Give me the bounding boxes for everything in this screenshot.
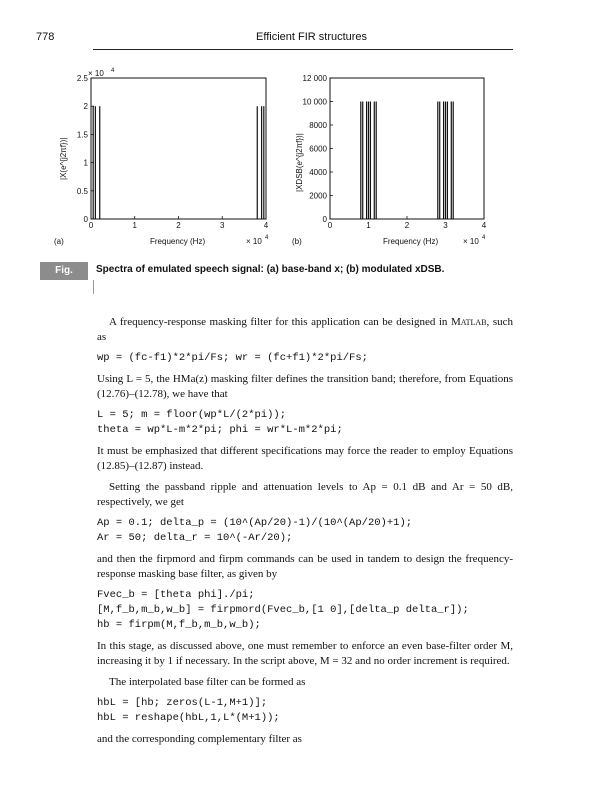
panel-b-xlabel: Frequency (Hz) [383,237,439,246]
x-tick-label-b: 0 [327,221,333,230]
figure-caption: Spectra of emulated speech signal: (a) base-band x; (b) modulated xDSB. [96,264,445,275]
y-tick-label-b: 6000 [309,144,327,154]
x-tick-label-a: 0 [88,221,94,230]
paragraph-7: The interpolated base filter can be formed as [109,676,306,688]
x-tick-label-b: 4 [481,221,487,230]
code-block-1: wp = (fc-f1)*2*pi/Fs; wr = (fc+f1)*2*pi/Fs; [97,352,368,364]
running-title: Efficient FIR structures [256,31,368,43]
panel-b-ylabel: |XDSB(e^{j2πf})| [295,133,304,192]
code-block-4: Fvec_b = [theta phi]./pi; [M,f_b,m_b,w_b] = firpmord(Fvec_b,[1 0],[delta_p delta_r]); hb = firpm(M,f_b,m_b,w_b); [97,589,469,631]
panel-b-xmult: × 10 [463,237,479,246]
panel-a-ymult: × 10 [88,69,104,78]
x-tick-label-b: 2 [404,221,410,230]
paragraph-1-text: A frequency-response masking filter for this application can be designed in [109,316,448,328]
y-tick-label-b: 4000 [309,168,327,177]
y-tick-label-b: 12 000 [302,74,327,83]
y-tick-label-b: 8000 [309,121,327,130]
panel-a-ylabel: |X(e^{j2πf})| [59,137,68,180]
y-tick-label-a: 0.5 [76,186,88,196]
paragraph-1-tail: , such as [97,316,514,343]
paragraph-4: Setting the passband ripple and attenuation levels to Ap = 0.1 dB and Ar = 50 dB, respectively, we get [97,481,513,508]
panel-a-xmult: × 10 [246,237,262,246]
caption-divider [93,280,94,294]
x-tick-label-b: 3 [443,221,448,230]
panel-a-xexp: 4 [265,235,269,241]
y-tick-label-a: 0 [83,215,88,224]
x-tick-label-a: 1 [132,221,137,230]
panel-b-frame [330,78,484,219]
panel-a-frame [91,78,266,219]
paragraph-1 [97,315,513,345]
y-tick-label-a: 1.5 [76,130,88,140]
panel-a-tag: (a) [54,237,64,246]
panel-b-xexp: 4 [482,235,486,241]
figure-12-26 [0,60,608,260]
figure-caption-row [40,262,510,294]
code-block-5: hbL = [hb; zeros(L-1,M+1)]; hbL = reshape(hbL,1,L*(M+1)); [97,697,280,724]
x-tick-label-b: 1 [366,221,371,230]
matlab-term: Matlab [450,316,487,328]
paragraph-5: and then the firpmord and firpm commands can be used in tandem to design the frequency-response masking base filter, as given by [97,553,513,580]
paragraph-6: In this stage, as discussed above, one must remember to enforce an even base-filter order M, increasing it by 1 if necessary. In the script above, M = 32 and no order increment is required. [97,640,513,667]
panel-b [292,74,487,246]
y-tick-label-a: 2 [83,102,88,112]
code-block-3: Ap = 0.1; delta_p = (10^(Ap/20)-1)/(10^(Ap/20)+1); Ar = 50; delta_r = 10^(-Ar/20); [97,517,413,544]
panel-a [54,68,269,246]
code-block-2: L = 5; m = floor(wp*L/(2*pi)); theta = wp*L-m*2*pi; phi = wr*L-m*2*pi; [97,409,343,436]
panel-a-xlabel: Frequency (Hz) [150,237,206,246]
paragraph-3: It must be emphasized that different specifications may force the reader to employ Equations (12.85)–(12.87) instead. [97,445,513,472]
paragraph-8: and the corresponding complementary filter as [97,733,302,745]
paragraph-2: Using L = 5, the HMa(z) masking filter defines the transition band; therefore, from Equations (12.76)–(12.78), we have that [97,373,513,400]
x-tick-label-a: 2 [176,221,181,230]
y-tick-label-a: 2.5 [76,74,88,83]
y-tick-label-b: 2000 [309,191,327,201]
panel-b-tag: (b) [292,237,302,246]
x-tick-label-a: 3 [220,221,225,230]
header-rule [93,49,513,50]
panel-a-yexp: 4 [111,68,115,74]
x-tick-label-a: 4 [263,221,269,230]
figure-label: Fig. 12.26. [40,262,88,280]
y-tick-label-a: 1 [83,158,88,168]
page-number: 778 [36,31,55,43]
body-text [97,315,513,753]
y-tick-label-b: 10 000 [302,97,327,107]
y-tick-label-b: 0 [322,215,327,224]
